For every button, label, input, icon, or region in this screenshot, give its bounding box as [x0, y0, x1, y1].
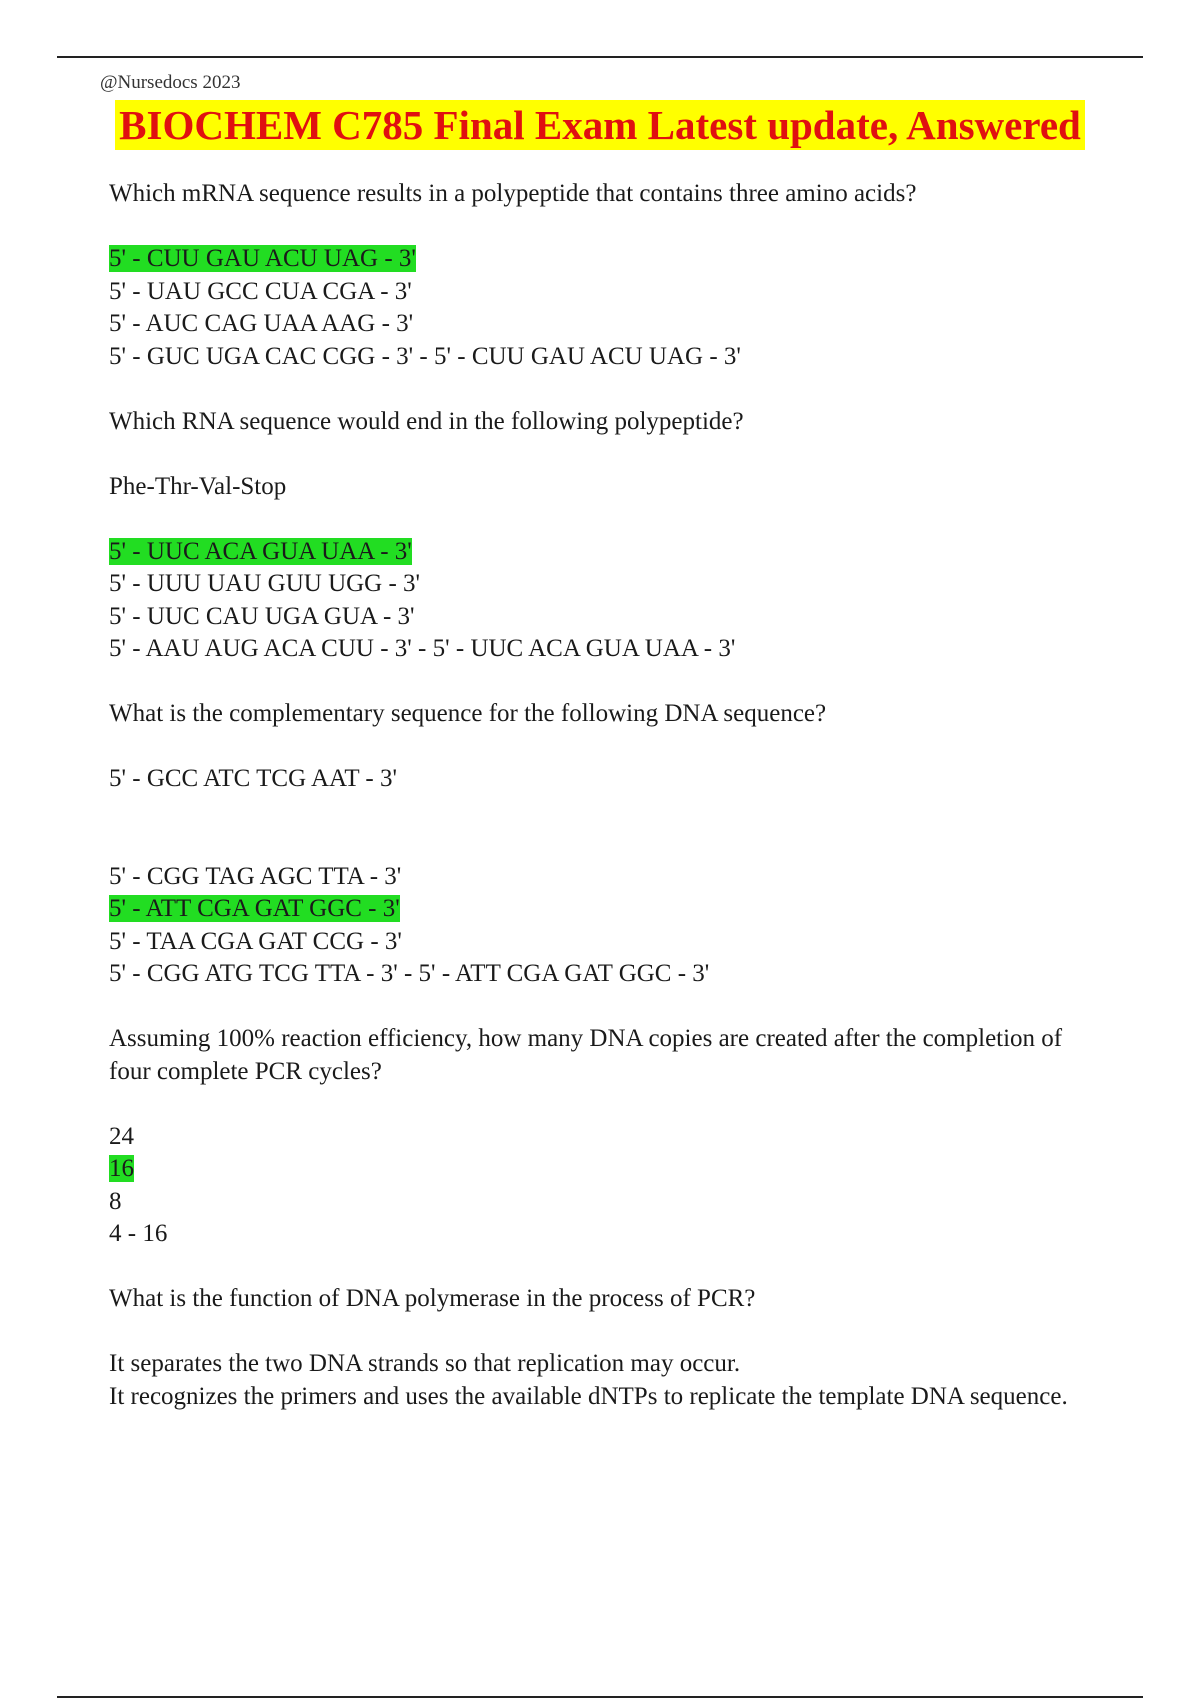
question-2-option-a: [109, 536, 1094, 569]
document-title: BIOCHEM C785 Final Exam Latest update, Answered: [115, 100, 1085, 150]
answer-highlight: 5' - UUC ACA GUA UAA - 3': [109, 537, 412, 565]
question-1-text: Which mRNA sequence results in a polypeptide that contains three amino acids?: [109, 180, 917, 207]
question-3-option-a: 5' - CGG TAG AGC TTA - 3': [109, 862, 402, 890]
question-4-option-a: 24: [109, 1122, 134, 1150]
watermark: @Nursedocs 2023: [100, 72, 241, 93]
question-5-option-b: It recognizes the primers and uses the available dNTPs to replicate the template DNA sequence.: [109, 1382, 1068, 1410]
answer-highlight: 5' - ATT CGA GAT GGC - 3': [109, 895, 400, 922]
question-2-prompt: Phe-Thr-Val-Stop: [109, 472, 287, 500]
exam-content: [109, 178, 1094, 1413]
answer-highlight: 16: [109, 1155, 134, 1182]
bottom-rule: [57, 1696, 1143, 1698]
question-3-option-c: 5' - TAA CGA GAT CCG - 3': [109, 927, 402, 955]
question-3-prompt: 5' - GCC ATC TCG AAT - 3': [109, 765, 397, 792]
question-5-option-a: It separates the two DNA strands so that replication may occur.: [109, 1350, 741, 1377]
question-4-option-d: 4 - 16: [109, 1220, 168, 1247]
question-2-option-d: 5' - AAU AUG ACA CUU - 3' - 5' - UUC ACA GUA UAA - 3': [109, 635, 736, 662]
question-3-text: What is the complementary sequence for the following DNA sequence?: [109, 700, 827, 727]
title-container: [0, 100, 1200, 150]
question-1-option-c: 5' - AUC CAG UAA AAG - 3': [109, 310, 414, 337]
question-1-option-a: [109, 243, 1094, 276]
question-4-option-b: [109, 1153, 1094, 1186]
question-1-option-b: 5' - UAU GCC CUA CGA - 3': [109, 277, 412, 305]
question-3-option-d: 5' - CGG ATG TCG TTA - 3' - 5' - ATT CGA GAT GGC - 3': [109, 960, 710, 987]
answer-highlight: 5' - CUU GAU ACU UAG - 3': [109, 245, 416, 272]
question-2-option-c: 5' - UUC CAU UGA GUA - 3': [109, 602, 415, 630]
question-1-option-d: 5' - GUC UGA CAC CGG - 3' - 5' - CUU GAU ACU UAG - 3': [109, 342, 741, 370]
question-3-option-b: [109, 893, 1094, 926]
question-2-option-b: 5' - UUU UAU GUU UGG - 3': [109, 570, 421, 597]
question-5-text: What is the function of DNA polymerase in the process of PCR?: [109, 1285, 756, 1312]
question-2-text: Which RNA sequence would end in the following polypeptide?: [109, 407, 744, 435]
question-4-option-c: 8: [109, 1187, 122, 1215]
top-rule: [57, 56, 1143, 58]
question-4-text: Assuming 100% reaction efficiency, how many DNA copies are created after the completion of four complete PCR cycles?: [109, 1025, 1063, 1085]
